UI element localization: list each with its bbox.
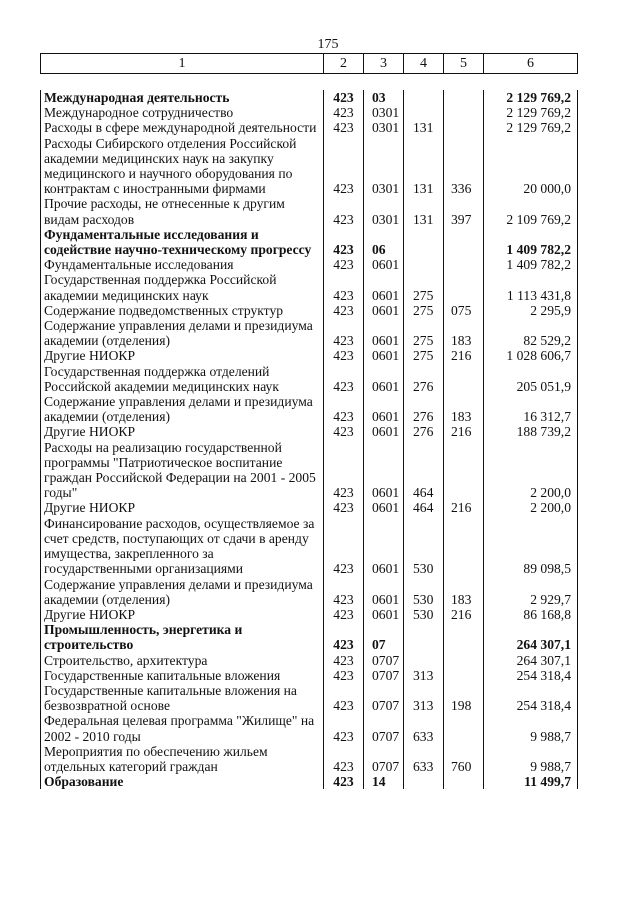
row-amount-cell: 2 109 769,2 (506, 211, 571, 227)
row-code-3-cell: 0601 (364, 257, 404, 272)
table-row (41, 607, 578, 622)
row-code-3-cell: 0301 (364, 136, 404, 197)
row-amount-cell: 2 129 769,2 (506, 120, 571, 136)
row-amount-cell: 254 318,4 (516, 698, 571, 714)
row-code-3-cell: 0601 (364, 364, 404, 394)
row-amount-cell: 86 168,8 (523, 606, 571, 622)
row-code-4-cell: 464 (404, 500, 444, 515)
row-code-2-cell: 423 (324, 394, 364, 424)
row-code-4-cell (404, 105, 444, 120)
table-row (41, 516, 578, 577)
row-code-4-cell: 131 (404, 196, 444, 226)
row-code-2-cell: 423 (324, 683, 364, 713)
row-code-3-cell: 0601 (364, 318, 404, 348)
row-code-4-cell: 131 (404, 136, 444, 197)
row-code-3-cell: 0707 (364, 653, 404, 668)
row-code-5-cell (444, 774, 484, 789)
table-row (41, 424, 578, 439)
row-name-cell: Содержание управления делами и президиума академии (отделения) (41, 577, 324, 607)
table-row (41, 105, 578, 120)
row-code-3-cell: 0601 (364, 272, 404, 302)
row-code-5-cell (444, 257, 484, 272)
row-code-5-cell (444, 120, 484, 135)
row-code-2-cell: 423 (324, 577, 364, 607)
row-code-5-cell: 397 (444, 196, 484, 226)
row-code-3-cell: 0601 (364, 424, 404, 439)
column-header-table (40, 53, 578, 74)
row-name-cell: Мероприятия по обеспечению жильем отдельных категорий граждан (41, 744, 324, 774)
row-code-2-cell: 423 (324, 120, 364, 135)
row-code-5-cell: 216 (444, 348, 484, 363)
row-code-3-cell: 03 (364, 90, 404, 105)
row-code-5-cell: 183 (444, 394, 484, 424)
row-amount-cell: 188 739,2 (516, 424, 571, 440)
row-code-5-cell (444, 364, 484, 394)
row-code-2-cell: 423 (324, 272, 364, 302)
row-amount-cell: 9 988,7 (530, 758, 571, 774)
row-code-2-cell: 423 (324, 424, 364, 439)
row-code-5-cell (444, 227, 484, 257)
column-header-5: 5 (444, 54, 484, 74)
row-code-2-cell: 423 (324, 136, 364, 197)
row-code-4-cell (404, 774, 444, 789)
row-code-3-cell: 0601 (364, 348, 404, 363)
row-code-5-cell (444, 516, 484, 577)
table-row (41, 683, 578, 713)
row-code-3-cell: 0301 (364, 120, 404, 135)
row-amount-cell: 9 988,7 (530, 728, 571, 744)
column-header-6: 6 (484, 54, 578, 74)
row-code-3-cell: 0601 (364, 394, 404, 424)
row-code-2-cell: 423 (324, 257, 364, 272)
row-code-3-cell: 0707 (364, 744, 404, 774)
row-name-cell: Расходы в сфере международной деятельности (41, 120, 324, 135)
row-code-3-cell: 0601 (364, 303, 404, 318)
row-code-4-cell: 313 (404, 683, 444, 713)
row-amount-cell: 11 499,7 (524, 774, 571, 790)
row-amount-cell: 1 409 782,2 (506, 257, 571, 273)
row-code-2-cell: 423 (324, 318, 364, 348)
row-code-4-cell: 275 (404, 348, 444, 363)
row-amount-cell: 2 295,9 (530, 302, 571, 318)
row-name-cell: Расходы на реализацию государственной программы "Патриотическое воспитание граждан Российской Федерации на 2001 - 2005 годы" (41, 440, 324, 501)
row-code-4-cell: 276 (404, 394, 444, 424)
row-amount-cell: 205 051,9 (516, 378, 571, 394)
row-amount-cell: 2 200,0 (530, 485, 571, 501)
row-code-5-cell: 075 (444, 303, 484, 318)
row-code-2-cell: 423 (324, 516, 364, 577)
row-code-4-cell: 131 (404, 120, 444, 135)
row-code-4-cell: 633 (404, 713, 444, 743)
column-header-row (41, 54, 578, 74)
row-name-cell: Содержание подведомственных структур (41, 303, 324, 318)
row-code-2-cell: 423 (324, 607, 364, 622)
row-code-3-cell: 0707 (364, 683, 404, 713)
column-header-1: 1 (41, 54, 324, 74)
row-code-3-cell: 0601 (364, 607, 404, 622)
row-name-cell: Государственная поддержка отделений Российской академии медицинских наук (41, 364, 324, 394)
table-row (41, 303, 578, 318)
row-code-2-cell: 423 (324, 653, 364, 668)
row-code-2-cell: 423 (324, 774, 364, 789)
table-row (41, 120, 578, 135)
row-name-cell: Содержание управления делами и президиума академии (отделения) (41, 394, 324, 424)
row-name-cell: Промышленность, энергетика и строительство (41, 622, 324, 652)
row-code-5-cell (444, 90, 484, 105)
row-code-2-cell: 423 (324, 364, 364, 394)
table-row (41, 90, 578, 105)
row-code-2-cell: 423 (324, 196, 364, 226)
row-code-5-cell (444, 653, 484, 668)
table-row (41, 500, 578, 515)
row-code-4-cell: 275 (404, 303, 444, 318)
table-row (41, 348, 578, 363)
row-code-5-cell: 216 (444, 500, 484, 515)
row-code-4-cell: 633 (404, 744, 444, 774)
row-amount-cell: 254 318,4 (516, 667, 571, 683)
row-amount-cell: 1 028 606,7 (506, 348, 571, 364)
row-name-cell: Фундаментальные исследования и содействие научно-техническому прогрессу (41, 227, 324, 257)
table-row (41, 774, 578, 789)
table-row (41, 196, 578, 226)
row-code-2-cell: 423 (324, 303, 364, 318)
row-code-4-cell: 276 (404, 424, 444, 439)
row-code-4-cell: 275 (404, 272, 444, 302)
row-code-5-cell: 216 (444, 424, 484, 439)
row-amount-cell: 2 129 769,2 (506, 90, 571, 105)
row-code-4-cell: 530 (404, 607, 444, 622)
row-code-5-cell: 760 (444, 744, 484, 774)
row-code-4-cell (404, 653, 444, 668)
row-code-3-cell: 0601 (364, 500, 404, 515)
row-code-2-cell: 423 (324, 348, 364, 363)
row-amount-cell: 264 307,1 (516, 652, 571, 668)
row-code-4-cell: 313 (404, 668, 444, 683)
row-code-3-cell: 0707 (364, 713, 404, 743)
row-code-5-cell (444, 440, 484, 501)
row-name-cell: Другие НИОКР (41, 607, 324, 622)
row-name-cell: Другие НИОКР (41, 424, 324, 439)
row-code-3-cell: 0601 (364, 516, 404, 577)
row-code-2-cell: 423 (324, 90, 364, 105)
row-amount-cell: 20 000,0 (523, 181, 571, 197)
row-code-4-cell (404, 90, 444, 105)
row-code-5-cell (444, 622, 484, 652)
table-row (41, 136, 578, 197)
row-name-cell: Финансирование расходов, осуществляемое за счет средств, поступающих от сдачи в аренду имущества, закрепленного за государственными организациями (41, 516, 324, 577)
row-code-5-cell: 183 (444, 318, 484, 348)
table-row (41, 364, 578, 394)
row-name-cell: Содержание управления делами и президиума академии (отделения) (41, 318, 324, 348)
budget-table-body (41, 90, 578, 789)
row-code-4-cell: 530 (404, 577, 444, 607)
row-code-4-cell (404, 622, 444, 652)
row-code-5-cell: 336 (444, 136, 484, 197)
column-header-2: 2 (324, 54, 364, 74)
table-row (41, 227, 578, 257)
row-code-5-cell (444, 105, 484, 120)
row-name-cell: Другие НИОКР (41, 348, 324, 363)
row-code-2-cell: 423 (324, 744, 364, 774)
row-code-3-cell: 07 (364, 622, 404, 652)
table-row (41, 653, 578, 668)
column-header-4: 4 (404, 54, 444, 74)
row-code-4-cell (404, 227, 444, 257)
row-code-3-cell: 0601 (364, 440, 404, 501)
row-name-cell: Образование (41, 774, 324, 789)
table-row (41, 622, 578, 652)
row-code-4-cell (404, 257, 444, 272)
row-amount-cell: 89 098,5 (523, 561, 571, 577)
row-code-4-cell: 276 (404, 364, 444, 394)
page-number: 175 (317, 37, 339, 52)
budget-table (40, 90, 578, 789)
table-row (41, 440, 578, 501)
row-code-2-cell: 423 (324, 500, 364, 515)
row-code-3-cell: 0301 (364, 105, 404, 120)
row-name-cell: Государственная поддержка Российской академии медицинских наук (41, 272, 324, 302)
row-code-3-cell: 14 (364, 774, 404, 789)
row-amount-cell: 2 200,0 (530, 500, 571, 516)
table-row (41, 257, 578, 272)
row-code-3-cell: 0601 (364, 577, 404, 607)
row-code-2-cell: 423 (324, 227, 364, 257)
row-code-5-cell: 183 (444, 577, 484, 607)
row-name-cell: Государственные капитальные вложения (41, 668, 324, 683)
row-name-cell: Международное сотрудничество (41, 105, 324, 120)
row-code-3-cell: 0707 (364, 668, 404, 683)
row-code-4-cell: 275 (404, 318, 444, 348)
row-code-3-cell: 06 (364, 227, 404, 257)
row-code-5-cell: 198 (444, 683, 484, 713)
row-name-cell: Федеральная целевая программа "Жилище" на 2002 - 2010 годы (41, 713, 324, 743)
table-row (41, 272, 578, 302)
row-amount-cell: 2 929,7 (530, 591, 571, 607)
row-code-5-cell: 216 (444, 607, 484, 622)
row-code-4-cell: 464 (404, 440, 444, 501)
row-amount-cell: 264 307,1 (516, 637, 571, 653)
table-row (41, 744, 578, 774)
row-name-cell: Расходы Сибирского отделения Российской академии медицинских наук на закупку медицинского и научного оборудования по контрактам с иностранными фирмами (41, 136, 324, 197)
row-code-2-cell: 423 (324, 440, 364, 501)
row-amount-cell: 82 529,2 (523, 333, 571, 349)
row-code-2-cell: 423 (324, 713, 364, 743)
table-row (41, 668, 578, 683)
table-row (41, 713, 578, 743)
row-name-cell: Другие НИОКР (41, 500, 324, 515)
row-amount-cell: 2 129 769,2 (506, 105, 571, 121)
row-code-5-cell (444, 713, 484, 743)
row-code-5-cell (444, 668, 484, 683)
row-code-2-cell: 423 (324, 668, 364, 683)
row-name-cell: Международная деятельность (41, 90, 324, 105)
column-header-3: 3 (364, 54, 404, 74)
row-amount-cell: 1 409 782,2 (506, 242, 571, 258)
row-code-2-cell: 423 (324, 105, 364, 120)
row-name-cell: Государственные капитальные вложения на безвозвратной основе (41, 683, 324, 713)
row-code-4-cell: 530 (404, 516, 444, 577)
row-name-cell: Фундаментальные исследования (41, 257, 324, 272)
row-amount-cell: 1 113 431,8 (506, 287, 571, 303)
row-code-3-cell: 0301 (364, 196, 404, 226)
row-amount-cell: 16 312,7 (523, 409, 571, 425)
table-row (41, 577, 578, 607)
row-code-5-cell (444, 272, 484, 302)
table-row (41, 318, 578, 348)
row-code-2-cell: 423 (324, 622, 364, 652)
table-row (41, 394, 578, 424)
row-name-cell: Прочие расходы, не отнесенные к другим видам расходов (41, 196, 324, 226)
row-name-cell: Строительство, архитектура (41, 653, 324, 668)
